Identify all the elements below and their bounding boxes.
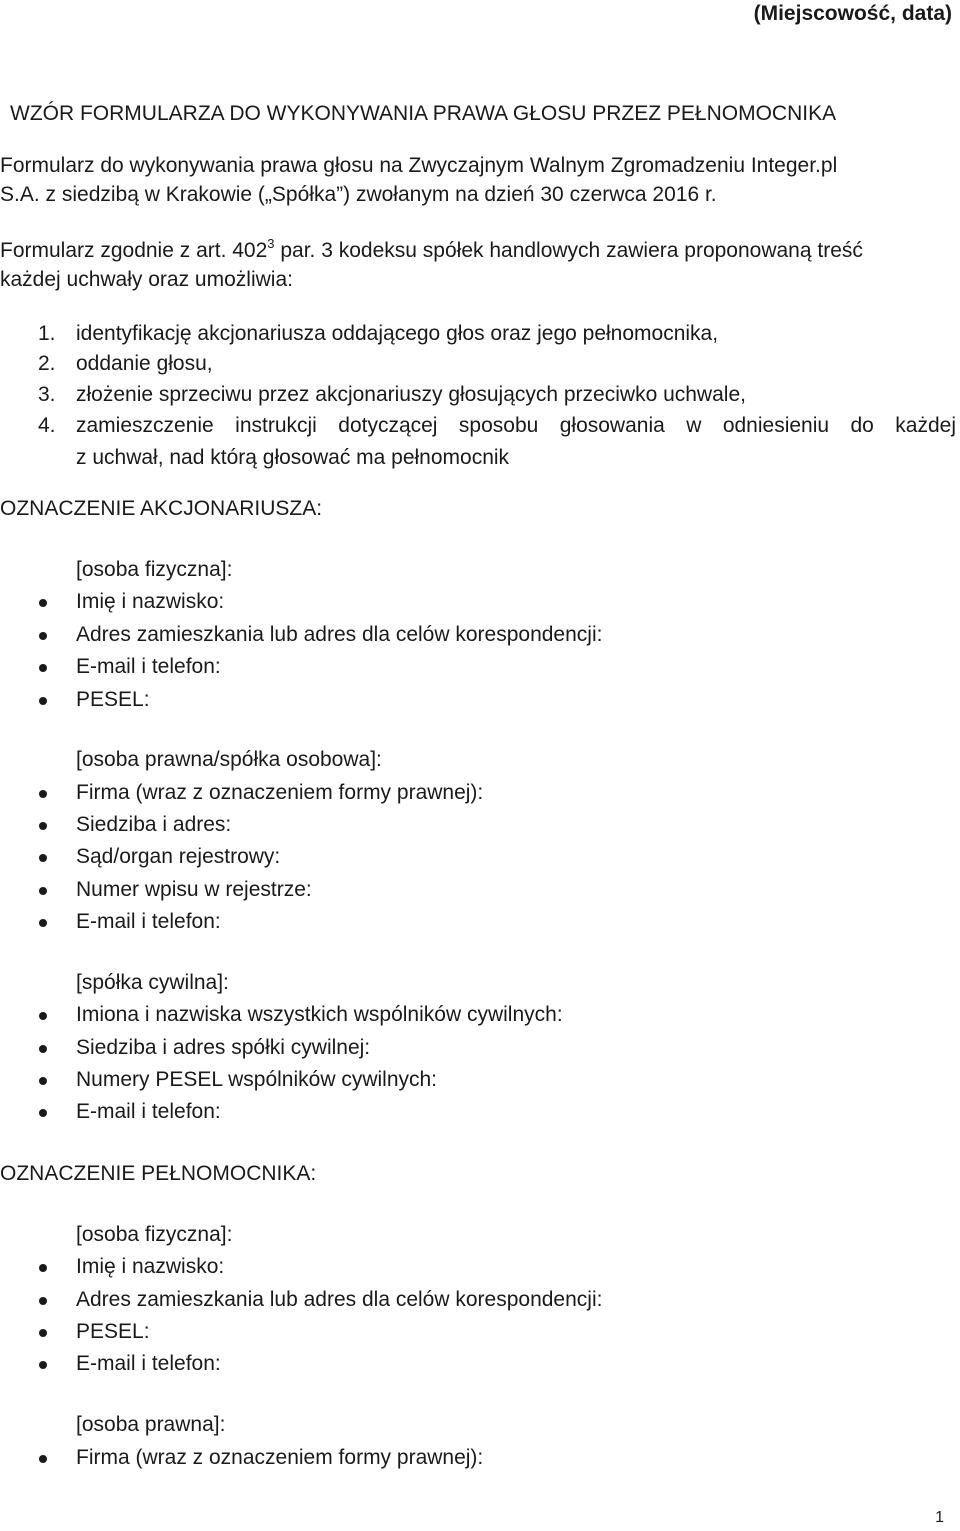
bullet-icon bbox=[39, 599, 47, 607]
shareholder-heading: OZNACZENIE AKCJONARIUSZA: bbox=[0, 497, 323, 520]
legal-basis-paragraph bbox=[0, 236, 958, 294]
shareholder-civil-label: [spółka cywilna]: bbox=[76, 971, 229, 994]
intro-line-1: Formularz do wykonywania prawa głosu na Zwyczajnym Walnym Zgromadzeniu Integer.pl bbox=[0, 154, 838, 177]
proxy-natural-label: [osoba fizyczna]: bbox=[76, 1223, 233, 1246]
bullet-icon bbox=[39, 1077, 47, 1085]
bullet-icon bbox=[39, 822, 47, 830]
shareholder-legal-label: [osoba prawna/spółka osobowa]: bbox=[76, 748, 382, 771]
bullet-icon bbox=[39, 1329, 47, 1337]
bullet-icon bbox=[39, 697, 47, 705]
bullet-icon bbox=[39, 1264, 47, 1272]
bullet-icon bbox=[39, 1012, 47, 1020]
bullet-icon bbox=[39, 664, 47, 672]
bullet-icon bbox=[39, 790, 47, 798]
intro-paragraph bbox=[0, 151, 958, 209]
bullet-icon bbox=[39, 887, 47, 895]
bullet-icon bbox=[39, 632, 47, 640]
bullet-icon bbox=[39, 1455, 47, 1463]
legal-basis-line-2: każdej uchwały oraz umożliwia: bbox=[0, 268, 293, 291]
place-date-label: (Miejscowość, data) bbox=[753, 2, 952, 25]
proxy-legal-label: [osoba prawna]: bbox=[76, 1413, 226, 1436]
bullet-icon bbox=[39, 919, 47, 927]
proxy-heading: OZNACZENIE PEŁNOMOCNIKA: bbox=[0, 1162, 317, 1185]
page-number: 1 bbox=[935, 1509, 944, 1526]
bullet-icon bbox=[39, 1109, 47, 1117]
superscript: 3 bbox=[267, 236, 275, 251]
legal-basis-line-1: Formularz zgodnie z art. $402^3$ par. 3 kodeksu spółek handlowych zawiera proponowaną treść bbox=[0, 236, 863, 262]
bullet-icon bbox=[39, 1361, 47, 1369]
bullet-icon bbox=[39, 854, 47, 862]
shareholder-natural-label: [osoba fizyczna]: bbox=[76, 558, 233, 581]
bullet-icon bbox=[39, 1297, 47, 1305]
page-title: WZÓR FORMULARZA DO WYKONYWANIA PRAWA GŁOSU PRZEZ PEŁNOMOCNIKA bbox=[10, 102, 837, 125]
bullet-icon bbox=[39, 1045, 47, 1053]
intro-line-2: S.A. z siedzibą w Krakowie („Spółka”) zwołanym na dzień 30 czerwca 2016 r. bbox=[0, 183, 717, 206]
